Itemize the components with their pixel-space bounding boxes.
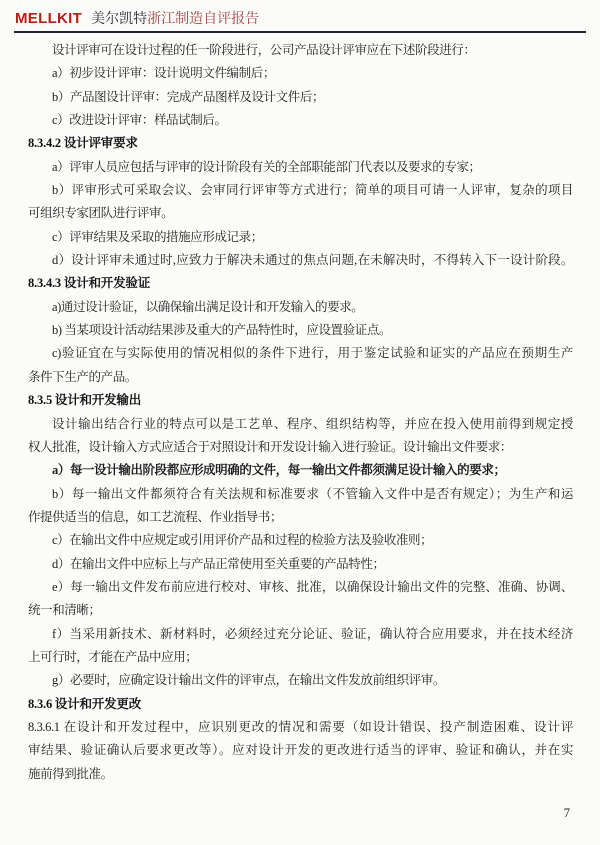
doc-line: d）设计评审未通过时,应致力于解决未通过的焦点问题,在未解决时，不得转入下一设计阶段。 [52,253,573,268]
document-body [28,39,573,786]
header-title-secondary: 浙江制造自评报告 [147,12,260,27]
doc-line: 可组织专家团队进行评审。 [28,206,174,221]
doc-line: a）每一设计输出阶段都应形成明确的文件，每一输出文件都须满足设计输入的要求； [52,463,506,478]
doc-line: 设计输出结合行业的特点可以是工艺单、程序、组织结构等，并应在投入使用前得到规定授 [52,416,573,431]
doc-line: a）评审人员应包括与评审的设计阶段有关的全部职能部门代表以及要求的专家； [52,159,481,174]
doc-line: 权人批准，设计输入方式应适合于对照设计和开发设计输入进行验证。设计输出文件要求： [28,439,513,454]
doc-line: 条件下生产的产品。 [28,369,137,384]
doc-line: c）改进设计评审：样品试制后。 [52,113,227,128]
doc-line: b）产品图设计评审：完成产品图样及设计文件后； [52,89,325,104]
doc-line: b）评审形式可采取会议、会审同行评审等方式进行；简单的项目可请一人评审，复杂的项目 [52,183,573,198]
doc-line: 设计评审可在设计过程的任一阶段进行，公司产品设计评审应在下述阶段进行： [52,43,476,57]
doc-line: b）每一输出文件都须符合有关法规和标准要求（不管输入文件中是否有规定）；为生产和运 [52,486,573,501]
doc-line: a）初步设计评审：设计说明文件编制后； [52,66,275,81]
doc-line: 审结果、验证确认后要求更改等）。应对设计开发的更改进行适当的评审、验证和确认，并在实 [28,743,573,758]
page-number: 7 [563,806,570,820]
section-heading: 8.3.5 设计和开发输出 [28,393,142,408]
header-divider-line [14,31,586,33]
doc-line: 8.3.6.1 在设计和开发过程中，应识别更改的情况和需要（如设计错误、投产制造困难、设计评 [28,719,573,734]
doc-line: e）每一输出文件发布前应进行校对、审核、批准，以确保设计输出文件的完整、准确、协调、 [52,579,573,594]
header-title-primary: 美尔凯特 [91,12,148,27]
doc-line: d）在输出文件中应标上与产品正常使用至关重要的产品特性； [52,556,385,571]
section-heading: 8.3.4.2 设计评审要求 [28,136,138,151]
brand-logo-text: MELLKIT [15,10,83,27]
doc-line: c）评审结果及采取的措施应形成记录； [52,229,263,244]
doc-line: 施前得到批准。 [28,766,113,781]
page-header [0,0,600,31]
doc-line: c）在输出文件中应规定或引用评价产品和过程的检验方法及验收准则； [52,533,433,548]
section-heading: 8.3.6 设计和开发更改 [28,696,142,711]
doc-line: c)验证宜在与实际使用的情况相似的条件下进行，用于鉴定试验和证实的产品应在预期生产 [52,346,573,361]
doc-line: g）必要时，应确定设计输出文件的评审点，在输出文件发放前组织评审。 [52,673,446,688]
doc-line: 作提供适当的信息，如工艺流程、作业指导书； [28,509,283,524]
section-heading: 8.3.4.3 设计和开发验证 [28,276,151,291]
doc-line: 上可行时，才能在产品中应用； [28,649,198,664]
doc-line: 统一和清晰； [28,603,101,618]
doc-line: a)通过设计验证，以确保输出满足设计和开发输入的要求。 [52,299,364,314]
doc-line: b) 当某项设计活动结果涉及重大的产品特性时，应设置验证点。 [52,323,392,338]
doc-line: f）当采用新技术、新材料时，必须经过充分论证、验证，确认符合应用要求，并在技术经济 [52,626,573,641]
